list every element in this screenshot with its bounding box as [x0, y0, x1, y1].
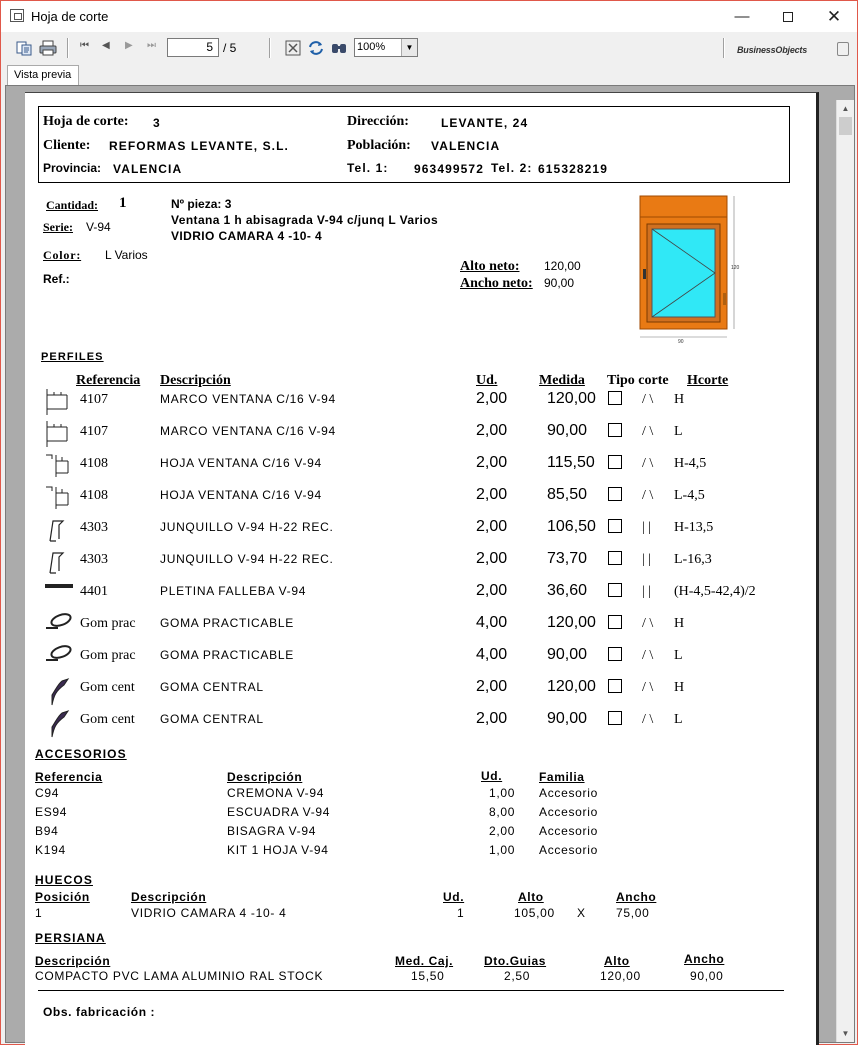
central-gasket-icon	[44, 707, 72, 742]
cliente-value: REFORMAS LEVANTE, S.L.	[109, 139, 289, 153]
perfiles-cell-desc: GOMA CENTRAL	[160, 680, 264, 694]
perfiles-cell-hcorte: L	[674, 424, 683, 439]
cantidad-label: Cantidad:	[46, 198, 99, 212]
color-value: L Varios	[105, 248, 148, 262]
huecos-header-desc: Descripción	[131, 890, 207, 904]
chevron-down-icon[interactable]: ▼	[401, 39, 417, 56]
gasket-icon	[44, 643, 74, 668]
perfiles-cell-hcorte: H	[674, 680, 685, 695]
perfiles-cell-ud: 2,00	[476, 550, 508, 567]
alto-neto-label: Alto neto:	[460, 259, 520, 274]
persiana-header-alto: Alto	[604, 954, 630, 968]
persiana-cell-ancho: 90,00	[690, 969, 724, 983]
perfiles-cell-desc: PLETINA FALLEBA V-94	[160, 584, 307, 598]
title-bar	[1, 1, 857, 32]
accesorios-cell-desc: BISAGRA V-94	[227, 824, 317, 838]
perfiles-header-medida: Medida	[539, 373, 585, 388]
perfiles-cell-ud: 2,00	[476, 486, 508, 503]
perfiles-cell-hcorte: (H-4,5-42,4)/2	[674, 584, 756, 599]
accesorios-cell-desc: KIT 1 HOJA V-94	[227, 843, 329, 857]
perfiles-cell-tipo: / \	[642, 456, 654, 471]
tipo-corte-checkbox[interactable]	[608, 487, 622, 501]
perfiles-cell-tipo: / \	[642, 648, 654, 663]
first-page-icon[interactable]: ⏮	[80, 40, 89, 51]
perfiles-cell-hcorte: L-4,5	[674, 488, 705, 503]
huecos-cell-desc: VIDRIO CAMARA 4 -10- 4	[131, 906, 287, 920]
perfiles-cell-hcorte: H-13,5	[674, 520, 714, 535]
tipo-corte-checkbox[interactable]	[608, 551, 622, 565]
bead-profile-icon	[44, 515, 70, 548]
maximize-button[interactable]	[765, 1, 811, 32]
perfiles-cell-desc: GOMA CENTRAL	[160, 712, 264, 726]
toolbar-separator	[723, 38, 725, 58]
perfiles-cell-medida: 120,00	[547, 614, 596, 631]
accesorios-cell-familia: Accesorio	[539, 824, 598, 838]
persiana-header-med: Med. Caj.	[395, 954, 454, 968]
window-drawing	[631, 193, 743, 348]
tel1-value: 963499572	[414, 162, 484, 176]
perfiles-cell-ref: 4303	[80, 520, 108, 535]
accesorios-cell-familia: Accesorio	[539, 786, 598, 800]
perfiles-cell-ref: Gom cent	[80, 712, 135, 727]
perfiles-cell-medida: 85,50	[547, 486, 588, 503]
tipo-corte-checkbox[interactable]	[608, 423, 622, 437]
accesorios-cell-familia: Accesorio	[539, 843, 598, 857]
persiana-header-desc: Descripción	[35, 954, 111, 968]
search-icon[interactable]	[330, 39, 348, 57]
page-number-input[interactable]: 5	[167, 38, 219, 57]
accesorios-cell-desc: CREMONA V-94	[227, 786, 325, 800]
perfiles-cell-tipo: / \	[642, 680, 654, 695]
perfiles-cell-tipo: | |	[642, 552, 652, 567]
perfiles-cell-ref: Gom prac	[80, 616, 136, 631]
perfiles-cell-medida: 115,50	[547, 454, 595, 471]
tipo-corte-checkbox[interactable]	[608, 679, 622, 693]
perfiles-cell-desc: HOJA VENTANA C/16 V-94	[160, 456, 322, 470]
perfiles-cell-ref: 4401	[80, 584, 108, 599]
tipo-corte-checkbox[interactable]	[608, 391, 622, 405]
perfiles-cell-desc: GOMA PRACTICABLE	[160, 648, 294, 662]
tipo-corte-checkbox[interactable]	[608, 711, 622, 725]
toolbar-separator	[67, 38, 69, 58]
perfiles-cell-medida: 90,00	[547, 422, 588, 439]
persiana-title: PERSIANA	[35, 931, 106, 945]
frame-profile-icon	[44, 387, 70, 420]
perfiles-cell-tipo: | |	[642, 520, 652, 535]
perfiles-cell-ud: 2,00	[476, 582, 508, 599]
stop-icon[interactable]	[284, 39, 302, 57]
ancho-neto-label: Ancho neto:	[460, 276, 533, 291]
perfiles-title: PERFILES	[41, 351, 104, 363]
app-icon	[10, 9, 24, 22]
huecos-cell-ud: 1	[457, 906, 465, 920]
page-total: / 5	[223, 41, 237, 55]
perfiles-cell-tipo: / \	[642, 712, 654, 727]
svg-text:120: 120	[731, 265, 740, 271]
perfiles-cell-medida: 90,00	[547, 646, 588, 663]
perfiles-header-tipo: Tipo corte	[607, 373, 669, 388]
minimize-button[interactable]: —	[734, 8, 750, 25]
accesorios-cell-familia: Accesorio	[539, 805, 598, 819]
perfiles-cell-desc: HOJA VENTANA C/16 V-94	[160, 488, 322, 502]
perfiles-header-ud: Ud.	[476, 373, 498, 388]
flat-bar-icon	[44, 579, 74, 596]
item-description: Ventana 1 h abisagrada V-94 c/junq L Varios	[171, 213, 439, 227]
persiana-cell-dto: 2,50	[504, 969, 531, 983]
scroll-up-icon[interactable]: ▲	[841, 104, 850, 113]
perfiles-cell-medida: 73,70	[547, 550, 588, 567]
accesorios-cell-desc: ESCUADRA V-94	[227, 805, 331, 819]
refresh-icon[interactable]	[307, 39, 325, 57]
perfiles-cell-desc: MARCO VENTANA C/16 V-94	[160, 424, 336, 438]
serie-value: V-94	[86, 220, 111, 234]
perfiles-cell-desc: MARCO VENTANA C/16 V-94	[160, 392, 336, 406]
perfiles-cell-medida: 106,50	[547, 518, 596, 535]
perfiles-cell-ref: 4107	[80, 392, 108, 407]
tel2-label: Tel. 2:	[491, 161, 533, 175]
accesorios-cell-ud: 1,00	[489, 786, 516, 800]
export-icon[interactable]	[15, 39, 33, 57]
perfiles-cell-ud: 4,00	[476, 614, 508, 631]
poblacion-label: Población:	[347, 138, 411, 153]
perfiles-cell-ud: 2,00	[476, 678, 508, 695]
direccion-label: Dirección:	[347, 114, 409, 129]
huecos-header-alto: Alto	[518, 890, 544, 904]
persiana-cell-desc: COMPACTO PVC LAMA ALUMINIO RAL STOCK	[35, 969, 324, 983]
accesorios-cell-ref: K194	[35, 843, 66, 857]
svg-text:90: 90	[678, 339, 684, 345]
perfiles-cell-ud: 4,00	[476, 646, 508, 663]
perfiles-cell-ref: 4108	[80, 488, 108, 503]
perfiles-cell-medida: 120,00	[547, 390, 596, 407]
accesorios-header-ref: Referencia	[35, 770, 103, 784]
perfiles-cell-hcorte: H	[674, 616, 685, 631]
scroll-down-icon[interactable]: ▼	[841, 1029, 850, 1038]
accesorios-cell-ud: 1,00	[489, 843, 516, 857]
huecos-header-ancho: Ancho	[616, 890, 657, 904]
accesorios-header-ud: Ud.	[481, 769, 503, 783]
hoja-label: Hoja de corte:	[43, 114, 129, 129]
perfiles-cell-medida: 120,00	[547, 678, 596, 695]
perfiles-header-desc: Descripción	[160, 373, 231, 388]
persiana-cell-med: 15,50	[411, 969, 445, 983]
perfiles-cell-desc: JUNQUILLO V-94 H-22 REC.	[160, 552, 334, 566]
perfiles-cell-tipo: / \	[642, 424, 654, 439]
accesorios-cell-ud: 8,00	[489, 805, 516, 819]
serie-label: Serie:	[43, 220, 73, 234]
next-page-icon[interactable]: ▶	[125, 40, 133, 51]
perfiles-cell-ud: 2,00	[476, 390, 508, 407]
frame-profile-icon	[44, 419, 70, 452]
perfiles-cell-ud: 2,00	[476, 710, 508, 727]
vertical-scrollbar[interactable]	[836, 100, 854, 1042]
perfiles-cell-hcorte: L	[674, 648, 683, 663]
accesorios-header-desc: Descripción	[227, 770, 303, 784]
tipo-corte-checkbox[interactable]	[608, 519, 622, 533]
perfiles-cell-desc: GOMA PRACTICABLE	[160, 616, 294, 630]
business-objects-logo: BusinessObjects	[737, 45, 808, 55]
poblacion-value: VALENCIA	[431, 139, 501, 153]
huecos-cell-x: X	[577, 906, 586, 920]
ancho-neto-value: 90,00	[544, 276, 575, 290]
perfiles-cell-ref: Gom cent	[80, 680, 135, 695]
huecos-cell-ancho: 75,00	[616, 906, 650, 920]
perfiles-cell-ref: 4303	[80, 552, 108, 567]
toolbar-separator	[269, 38, 271, 58]
scroll-thumb[interactable]	[839, 117, 852, 135]
hoja-value: 3	[153, 116, 161, 130]
huecos-cell-pos: 1	[35, 906, 43, 920]
huecos-header-pos: Posición	[35, 890, 90, 904]
accesorios-header-familia: Familia	[539, 770, 585, 784]
report-viewer	[5, 85, 855, 1043]
previous-page-icon[interactable]: ◀	[102, 40, 110, 51]
gasket-icon	[44, 611, 74, 636]
perfiles-cell-ud: 2,00	[476, 518, 508, 535]
perfiles-cell-hcorte: L	[674, 712, 683, 727]
perfiles-header-hcorte: Hcorte	[687, 373, 729, 388]
tipo-corte-checkbox[interactable]	[608, 647, 622, 661]
alto-neto-value: 120,00	[544, 259, 581, 273]
perfiles-cell-ud: 2,00	[476, 422, 508, 439]
perfiles-cell-ud: 2,00	[476, 454, 508, 471]
tipo-corte-checkbox[interactable]	[608, 615, 622, 629]
perfiles-cell-tipo: / \	[642, 616, 654, 631]
help-icon[interactable]	[837, 42, 849, 56]
bead-profile-icon	[44, 547, 70, 580]
perfiles-cell-ref: Gom prac	[80, 648, 136, 663]
report-page	[25, 92, 819, 1045]
persiana-header-dto: Dto.Guias	[484, 954, 547, 968]
cantidad-value: 1	[119, 195, 127, 211]
accesorios-cell-ref: C94	[35, 786, 60, 800]
tab-preview[interactable]: Vista previa	[7, 65, 79, 86]
perfiles-cell-ref: 4108	[80, 456, 108, 471]
toolbar	[1, 32, 857, 64]
tab-bar	[1, 64, 857, 86]
window-title: Hoja de corte	[31, 9, 109, 24]
perfiles-cell-tipo: | |	[642, 584, 652, 599]
perfiles-cell-medida: 36,60	[547, 582, 588, 599]
perfiles-cell-hcorte: H-4,5	[674, 456, 707, 471]
perfiles-cell-hcorte: H	[674, 392, 685, 407]
cliente-label: Cliente:	[43, 138, 91, 153]
provincia-label: Provincia:	[43, 161, 102, 175]
perfiles-cell-tipo: / \	[642, 392, 654, 407]
sash-profile-icon	[44, 483, 74, 516]
last-page-icon[interactable]: ⏭	[147, 40, 156, 51]
huecos-header-ud: Ud.	[443, 890, 465, 904]
huecos-title: HUECOS	[35, 873, 93, 887]
tipo-corte-checkbox[interactable]	[608, 583, 622, 597]
close-button[interactable]: ✕	[826, 7, 842, 26]
item-glass: VIDRIO CAMARA 4 -10- 4	[171, 229, 323, 243]
perfiles-cell-hcorte: L-16,3	[674, 552, 712, 567]
tel1-label: Tel. 1:	[347, 161, 389, 175]
perfiles-cell-medida: 90,00	[547, 710, 588, 727]
central-gasket-icon	[44, 675, 72, 710]
divider	[38, 990, 784, 991]
accesorios-cell-ref: B94	[35, 824, 59, 838]
perfiles-cell-tipo: / \	[642, 488, 654, 503]
color-label: Color:	[43, 248, 82, 262]
persiana-cell-alto: 120,00	[600, 969, 641, 983]
provincia-value: VALENCIA	[113, 162, 183, 176]
persiana-header-ancho: Ancho	[684, 952, 725, 966]
sash-profile-icon	[44, 451, 74, 484]
print-icon[interactable]	[39, 39, 57, 57]
perfiles-header-ref: Referencia	[76, 373, 141, 388]
tipo-corte-checkbox[interactable]	[608, 455, 622, 469]
perfiles-cell-desc: JUNQUILLO V-94 H-22 REC.	[160, 520, 334, 534]
obs-label: Obs. fabricación :	[43, 1005, 156, 1019]
huecos-cell-alto: 105,00	[514, 906, 555, 920]
ref-label: Ref.:	[43, 272, 70, 286]
accesorios-title: ACCESORIOS	[35, 747, 127, 761]
direccion-value: LEVANTE, 24	[441, 116, 529, 130]
pieza-number: Nº pieza: 3	[171, 197, 232, 211]
perfiles-cell-ref: 4107	[80, 424, 108, 439]
zoom-select[interactable]: 100% ▼	[354, 38, 418, 57]
tel2-value: 615328219	[538, 162, 608, 176]
accesorios-cell-ud: 2,00	[489, 824, 516, 838]
accesorios-cell-ref: ES94	[35, 805, 68, 819]
